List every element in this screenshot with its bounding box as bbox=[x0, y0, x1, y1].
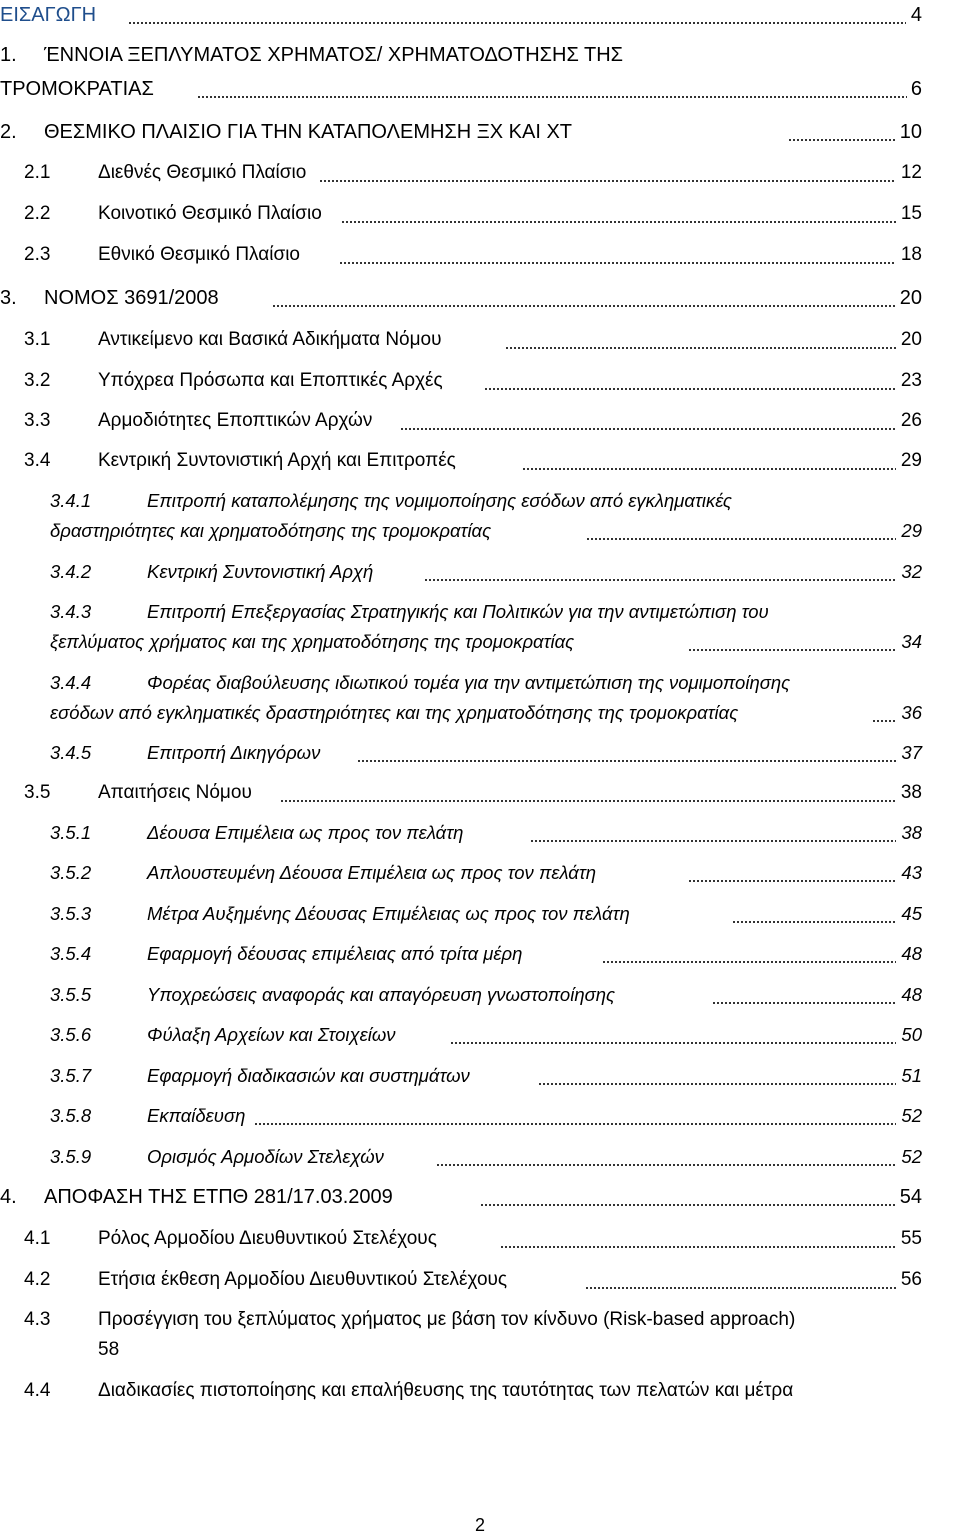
toc-entry[interactable] bbox=[0, 1101, 960, 1131]
toc-entry[interactable] bbox=[0, 1061, 960, 1091]
toc-entry-page: 29 bbox=[900, 450, 922, 471]
toc-entry[interactable] bbox=[0, 778, 960, 808]
toc-entry[interactable] bbox=[0, 0, 960, 30]
toc-leader bbox=[500, 1224, 896, 1254]
toc-leader bbox=[732, 899, 896, 929]
toc-entry-title[interactable]: Επιτροπή καταπολέμησης της νομιμοποίησης εσόδων από εγκληματικές bbox=[147, 490, 732, 511]
toc-entry-page: 54 bbox=[899, 1186, 922, 1208]
toc-entry-page: 38 bbox=[901, 822, 922, 843]
toc-leader bbox=[319, 158, 896, 188]
toc-entry-page: 48 bbox=[901, 943, 922, 964]
toc-entry-continuation[interactable] bbox=[0, 627, 960, 657]
toc-entry-page: 51 bbox=[901, 1065, 922, 1086]
toc-entry-page: 20 bbox=[899, 287, 922, 309]
toc-entry-continuation[interactable] bbox=[0, 516, 960, 546]
toc-entry-title[interactable]: Κεντρική Συντονιστική Αρχή και Επιτροπές bbox=[98, 450, 456, 471]
toc-entry-title[interactable]: Απαιτήσεις Νόμου bbox=[98, 782, 252, 803]
toc-entry[interactable] bbox=[0, 858, 960, 888]
toc-entry-continuation[interactable] bbox=[0, 1335, 960, 1365]
toc-entry-page: 29 bbox=[901, 520, 922, 541]
toc-leader bbox=[436, 1142, 896, 1172]
toc-entry-number: 3.5.1 bbox=[50, 822, 92, 843]
toc-entry-page: 10 bbox=[899, 121, 922, 143]
toc-entry-title[interactable]: Διεθνές Θεσμικό Πλαίσιο bbox=[98, 162, 307, 183]
toc-leader bbox=[712, 980, 896, 1010]
toc-entry-title[interactable]: Κοινοτικό Θεσμικό Πλαίσιο bbox=[98, 203, 322, 224]
toc-entry-number: 3.5.7 bbox=[50, 1065, 92, 1086]
toc-leader bbox=[602, 939, 896, 969]
toc-entry-title[interactable]: ΘΕΣΜΙΚΟ ΠΛΑΙΣΙΟ ΓΙΑ ΤΗΝ ΚΑΤΑΠΟΛΕΜΗΣΗ ΞΧ ΚΑΙ ΧΤ bbox=[44, 121, 573, 143]
toc-entry[interactable] bbox=[0, 668, 960, 698]
toc-leader bbox=[450, 1020, 896, 1050]
toc-leader bbox=[788, 117, 896, 147]
toc-entry-number: 1. bbox=[0, 44, 17, 66]
toc-entry-number: 3.5.9 bbox=[50, 1146, 92, 1167]
toc-entry-title[interactable]: Μέτρα Αυξημένης Δέουσας Επιμέλειας ως προς τον πελάτη bbox=[147, 903, 630, 924]
toc-entry-continuation[interactable] bbox=[0, 74, 960, 104]
toc-entry-number: 3.4 bbox=[24, 450, 51, 471]
toc-entry[interactable] bbox=[0, 1376, 960, 1406]
toc-leader bbox=[522, 446, 896, 476]
toc-entry-number: 3.4.2 bbox=[50, 561, 92, 582]
toc-entry-page: 50 bbox=[901, 1024, 922, 1045]
toc-entry[interactable] bbox=[0, 1265, 960, 1295]
toc-entry-number: 3. bbox=[0, 287, 17, 309]
toc-entry-number: 3.5.5 bbox=[50, 984, 92, 1005]
toc-leader bbox=[484, 366, 896, 396]
toc-entry[interactable] bbox=[0, 939, 960, 969]
toc-entry-number: 3.3 bbox=[24, 410, 51, 431]
toc-entry-number: 2. bbox=[0, 121, 17, 143]
toc-entry[interactable] bbox=[0, 557, 960, 587]
toc-entry-number: 3.4.5 bbox=[50, 742, 92, 763]
toc-entry-title[interactable]: ΕΙΣΑΓΩΓΗ bbox=[0, 4, 97, 26]
toc-entry-title[interactable]: Εφαρμογή δέουσας επιμέλειας από τρίτα μέρη bbox=[147, 943, 523, 964]
toc-entry-title-cont[interactable]: εσόδων από εγκληματικές δραστηριότητες και της χρηματοδότησης της τρομοκρατίας bbox=[50, 702, 739, 723]
toc-entry[interactable] bbox=[0, 1020, 960, 1050]
toc-entry-number: 3.2 bbox=[24, 370, 51, 391]
toc-entry-title[interactable]: Αντικείμενο και Βασικά Αδικήματα Νόμου bbox=[98, 329, 442, 350]
toc-leader bbox=[128, 0, 906, 30]
toc-entry[interactable] bbox=[0, 240, 960, 270]
toc-entry-number: 4. bbox=[0, 1186, 17, 1208]
toc-entry-continuation[interactable] bbox=[0, 698, 960, 728]
toc-entry-title[interactable]: Κεντρική Συντονιστική Αρχή bbox=[147, 561, 374, 582]
toc-entry-title[interactable]: Δέουσα Επιμέλεια ως προς τον πελάτη bbox=[147, 822, 464, 843]
toc-entry-title[interactable]: Φύλαξη Αρχείων και Στοιχείων bbox=[147, 1024, 396, 1045]
toc-entry-title[interactable]: Υπόχρεα Πρόσωπα και Εποπτικές Αρχές bbox=[98, 370, 443, 391]
toc-entry-page: 32 bbox=[901, 561, 922, 582]
toc-entry[interactable] bbox=[0, 283, 960, 313]
toc-entry-number: 4.4 bbox=[24, 1380, 51, 1401]
toc-entry-number: 3.1 bbox=[24, 329, 51, 350]
toc-leader bbox=[530, 818, 896, 848]
toc-entry-page: 15 bbox=[900, 203, 922, 224]
toc-entry-page: 4 bbox=[910, 4, 922, 26]
toc-entry-title[interactable]: Αρμοδιότητες Εποπτικών Αρχών bbox=[98, 410, 373, 431]
toc-entry-page: 36 bbox=[901, 702, 922, 723]
toc-entry-number: 3.5.6 bbox=[50, 1024, 92, 1045]
toc-entry-page: 52 bbox=[901, 1105, 922, 1126]
toc-entry-title[interactable]: Διαδικασίες πιστοποίησης και επαλήθευσης της ταυτότητας των πελατών και μέτρα bbox=[98, 1380, 794, 1401]
toc-entry-page: 18 bbox=[900, 244, 922, 265]
toc-entry-title[interactable]: Ορισμός Αρμοδίων Στελεχών bbox=[147, 1146, 384, 1167]
toc-entry-title-cont[interactable]: ξεπλύματος χρήματος και της χρηματοδότησης της τρομοκρατίας bbox=[50, 631, 575, 652]
toc-entry-page: 43 bbox=[901, 862, 922, 883]
toc-entry-title[interactable]: Εθνικό Θεσμικό Πλαίσιο bbox=[98, 244, 300, 265]
toc-entry-number: 3.5.8 bbox=[50, 1105, 92, 1126]
toc-entry-page: 45 bbox=[901, 903, 922, 924]
toc-entry-page: 56 bbox=[900, 1269, 922, 1290]
toc-leader bbox=[254, 1101, 896, 1131]
toc-entry-number: 3.4.1 bbox=[50, 490, 92, 511]
toc-entry-title[interactable]: Προσέγγιση του ξεπλύματος χρήματος με βάση τον κίνδυνο (Risk-based approach) bbox=[98, 1309, 796, 1330]
toc-entry-page: 55 bbox=[900, 1228, 922, 1249]
toc-leader bbox=[197, 74, 907, 104]
toc-entry-number: 2.3 bbox=[24, 244, 51, 265]
toc-leader bbox=[480, 1182, 896, 1212]
toc-entry-page-wrapped: 58 bbox=[98, 1339, 120, 1360]
toc-entry[interactable] bbox=[0, 1142, 960, 1172]
toc-entry-title[interactable]: ΝΟΜΟΣ 3691/2008 bbox=[44, 287, 219, 309]
toc-entry-number: 3.4.4 bbox=[50, 672, 92, 693]
toc-entry-number: 2.2 bbox=[24, 203, 51, 224]
toc-leader bbox=[688, 627, 896, 657]
toc-entry[interactable] bbox=[0, 1305, 960, 1335]
toc-entry-number: 3.5.3 bbox=[50, 903, 92, 924]
toc-entry[interactable] bbox=[0, 158, 960, 188]
toc-entry[interactable] bbox=[0, 486, 960, 516]
toc-entry[interactable] bbox=[0, 325, 960, 355]
toc-leader bbox=[505, 325, 896, 355]
toc-entry-title[interactable]: ΈΝΝΟΙΑ ΞΕΠΛΥΜΑΤΟΣ ΧΡΗΜΑΤΟΣ/ ΧΡΗΜΑΤΟΔΟΤΗΣΗΣ ΤΗΣ bbox=[44, 44, 624, 66]
toc-entry-number: 4.2 bbox=[24, 1269, 51, 1290]
toc-entry-number: 4.3 bbox=[24, 1309, 51, 1330]
toc-entry-page: 6 bbox=[910, 78, 922, 100]
toc-entry[interactable] bbox=[0, 899, 960, 929]
toc-entry-number: 3.5.4 bbox=[50, 943, 92, 964]
toc-entry-page: 52 bbox=[901, 1146, 922, 1167]
toc-entry-page: 34 bbox=[901, 631, 922, 652]
toc-entry[interactable] bbox=[0, 446, 960, 476]
toc-leader bbox=[872, 698, 896, 728]
toc-entry-page: 20 bbox=[900, 329, 922, 350]
toc-entry-page: 26 bbox=[900, 410, 922, 431]
toc-entry[interactable] bbox=[0, 117, 960, 147]
toc-entry[interactable] bbox=[0, 366, 960, 396]
toc-entry[interactable] bbox=[0, 40, 960, 70]
toc-entry-title[interactable]: Φορέας διαβούλευσης ιδιωτικού τομέα για την αντιμετώπιση της νομιμοποίησης bbox=[147, 672, 791, 693]
toc-entry-page: 48 bbox=[901, 984, 922, 1005]
toc-entry-number: 3.5 bbox=[24, 782, 51, 803]
toc-entry-page: 12 bbox=[900, 162, 922, 183]
toc-entry-title[interactable]: Εκπαίδευση bbox=[147, 1105, 246, 1126]
toc-entry[interactable] bbox=[0, 597, 960, 627]
toc-entry-page: 23 bbox=[900, 370, 922, 391]
toc-leader bbox=[688, 858, 896, 888]
toc-entry[interactable] bbox=[0, 1224, 960, 1254]
toc-entry-title[interactable]: Επιτροπή Δικηγόρων bbox=[147, 742, 321, 763]
toc-entry-page: 37 bbox=[901, 742, 922, 763]
toc-entry-number: 4.1 bbox=[24, 1228, 51, 1249]
toc-entry[interactable] bbox=[0, 406, 960, 436]
toc-entry-number: 2.1 bbox=[24, 162, 51, 183]
toc-leader bbox=[538, 1061, 896, 1091]
toc-leader bbox=[341, 199, 896, 229]
toc-entry-page: 38 bbox=[900, 782, 922, 803]
toc-entry[interactable] bbox=[0, 199, 960, 229]
toc-leader bbox=[280, 778, 896, 808]
toc-leader bbox=[585, 1265, 896, 1295]
toc-entry-title[interactable]: Υποχρεώσεις αναφοράς και απαγόρευση γνωστοποίησης bbox=[147, 984, 616, 1005]
page-number: 2 bbox=[474, 1515, 485, 1535]
toc-leader bbox=[400, 406, 896, 436]
toc-entry-title-cont[interactable]: ΤΡΟΜΟΚΡΑΤΙΑΣ bbox=[0, 78, 154, 100]
toc-leader bbox=[272, 283, 896, 313]
toc-leader bbox=[586, 516, 896, 546]
toc-entry-number: 3.4.3 bbox=[50, 601, 92, 622]
toc-entry-title[interactable]: Εφαρμογή διαδικασιών και συστημάτων bbox=[147, 1065, 470, 1086]
toc-entry-title[interactable]: Απλουστευμένη Δέουσα Επιμέλεια ως προς τον πελάτη bbox=[147, 862, 597, 883]
toc-entry-title-cont[interactable]: δραστηριότητες και χρηματοδότησης της τρομοκρατίας bbox=[50, 520, 492, 541]
toc-entry[interactable] bbox=[0, 738, 960, 768]
toc-entry-title[interactable]: Επιτροπή Επεξεργασίας Στρατηγικής και Πολιτικών για την αντιμετώπιση του bbox=[147, 601, 769, 622]
toc-leader bbox=[424, 557, 896, 587]
toc-entry-title[interactable]: ΑΠΟΦΑΣΗ ΤΗΣ ΕΤΠΘ 281/17.03.2009 bbox=[44, 1186, 393, 1208]
toc-entry-title[interactable]: Ρόλος Αρμοδίου Διευθυντικού Στελέχους bbox=[98, 1228, 437, 1249]
toc-leader bbox=[339, 240, 896, 270]
toc-entry-number: 3.5.2 bbox=[50, 862, 92, 883]
toc-entry[interactable] bbox=[0, 1182, 960, 1212]
toc-entry[interactable] bbox=[0, 980, 960, 1010]
toc-entry[interactable] bbox=[0, 818, 960, 848]
toc-leader bbox=[357, 738, 896, 768]
toc-entry-title[interactable]: Ετήσια έκθεση Αρμοδίου Διευθυντικού Στελέχους bbox=[98, 1269, 508, 1290]
